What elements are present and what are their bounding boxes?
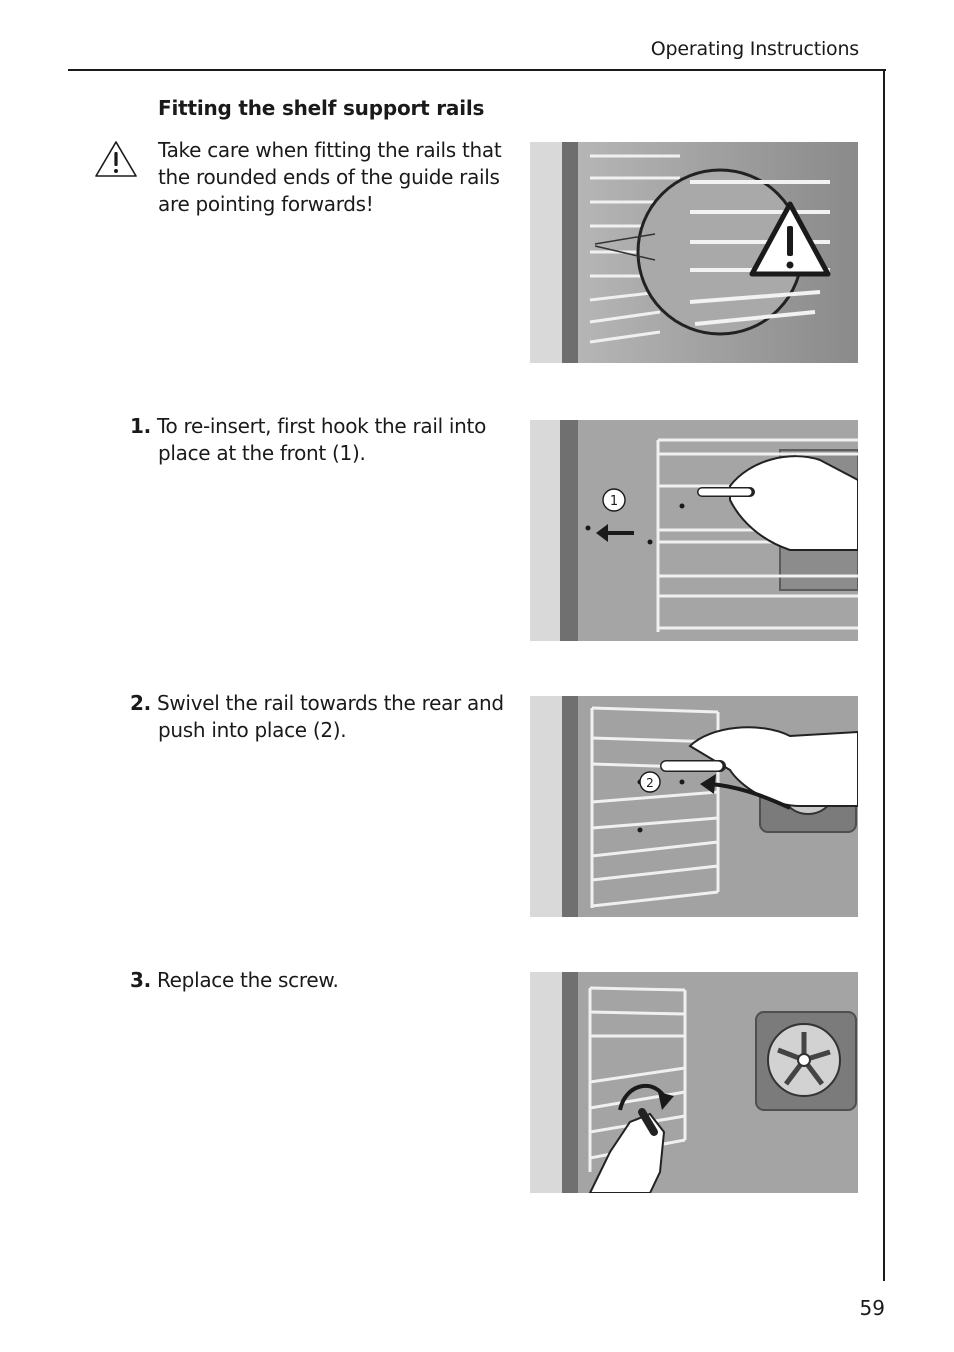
margin-rule	[883, 69, 885, 1281]
step-text: Swivel the rail towards the rear and	[156, 691, 504, 715]
step-text: To re-insert, first hook the rail into	[156, 414, 487, 438]
figure-replace-screw	[530, 972, 858, 1193]
step-text: place at the front (1).	[158, 441, 366, 465]
step-3	[130, 967, 515, 994]
page-number: 59	[859, 1296, 885, 1320]
warning-line: the rounded ends of the guide rails	[158, 165, 500, 189]
header-rule	[68, 69, 886, 71]
step-number: 2.	[130, 691, 151, 715]
step-marker: 1	[609, 494, 619, 509]
step-marker: 2	[646, 776, 654, 790]
step-text: Replace the screw.	[156, 968, 339, 992]
figure-hook-rail-front	[530, 420, 858, 641]
step-number: 3.	[130, 968, 151, 992]
running-header: Operating Instructions	[650, 38, 859, 60]
warning-line: Take care when fitting the rails that	[158, 138, 502, 162]
warning-text	[158, 137, 518, 218]
figure-swivel-rail	[530, 696, 858, 917]
step-1	[130, 413, 515, 467]
figure-rail-orientation	[530, 142, 858, 363]
section-title: Fitting the shelf support rails	[158, 96, 485, 120]
step-text: push into place (2).	[158, 718, 347, 742]
step-number: 1.	[130, 414, 151, 438]
warning-triangle-icon	[94, 140, 138, 178]
warning-line: are pointing forwards!	[158, 192, 374, 216]
step-2	[130, 690, 515, 744]
